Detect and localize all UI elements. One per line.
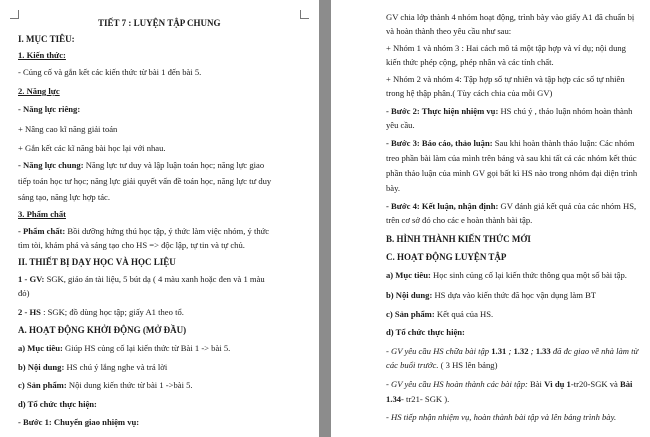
muc-tieu-label: a) Mục tiêu: xyxy=(386,270,431,280)
exercise-ref: -tr20-SGK và xyxy=(570,379,621,389)
to-chuc-label: d) Tổ chức thực hiện: xyxy=(386,327,465,337)
page-gap xyxy=(319,0,331,437)
san-pham-line xyxy=(18,380,193,391)
nang-luc-chung-text: Năng lực tư duy và lập luận toán học; năng lực giao xyxy=(83,160,265,170)
buoc4-line xyxy=(386,201,636,212)
buoc2-text: yêu cầu. xyxy=(386,120,415,130)
kien-thuc-text: - Củng cố và gắn kết các kiến thức từ bài 1 đến bài 5. xyxy=(18,67,202,77)
pham-chat-label: - Phẩm chất: xyxy=(18,226,66,236)
heading-kien-thuc: 1. Kiến thức: xyxy=(18,50,66,60)
gv-line xyxy=(18,274,265,285)
separator-text: ; xyxy=(528,346,536,356)
margin-corner-mark xyxy=(10,10,19,19)
document-page-left xyxy=(0,0,319,437)
nang-luc-item: + Nâng cao kĩ năng giải toán xyxy=(18,124,118,134)
buoc3-label: - Bước 3: Báo cáo, thảo luận: xyxy=(386,138,493,148)
exercise-number: 1.34 xyxy=(386,394,402,404)
hs-tiep-nhan-text: - HS tiếp nhận nhiệm vụ, hoàn thành bài tập và lên bảng trình bày. xyxy=(386,412,617,422)
buoc1-label: - Bước 1: Chuyển giao nhiệm vụ: xyxy=(18,417,140,427)
gv-chua-bai-text: đã đc giao về nhà làm từ xyxy=(550,346,639,356)
section-hinh-thanh: B. HÌNH THÀNH KIẾN THỨC MỚI xyxy=(386,234,531,244)
pham-chat-line xyxy=(18,226,269,237)
lesson-title: TIẾT 7 : LUYỆN TẬP CHUNG xyxy=(98,18,221,28)
gv-yeu-cau-line xyxy=(386,379,632,390)
san-pham-label: c) Sản phẩm: xyxy=(386,309,435,319)
pham-chat-text: tìm tòi, khám phá và sáng tạo cho HS => độc lập, tự tin và tự chủ. xyxy=(18,240,245,250)
gv-text: SGK, giáo án tài liệu, 5 bút dạ ( 4 màu xanh hoặc đen và 1 màu xyxy=(44,274,265,284)
noi-dung-line xyxy=(386,290,596,301)
gv-chua-bai-line xyxy=(386,346,638,357)
bai-word: Bài xyxy=(620,379,633,389)
section-khoi-dong: A. HOẠT ĐỘNG KHỞI ĐỘNG (MỞ ĐẦU) xyxy=(18,325,187,335)
buoc2-text: HS chú ý , thảo luận nhóm hoàn thành xyxy=(498,106,633,116)
nhom-13-text: kiến thức phép cộng, phép nhân và các tính chất. xyxy=(386,57,554,67)
muc-tieu-text: Học sinh củng cố lại kiến thức thông qua một số bài tập. xyxy=(430,270,627,280)
buoc3-text: treo phần bài làm của mình trên bảng và sau khi tất cả các nhóm kết thúc xyxy=(386,153,637,163)
nhom-24-text: trong hệ thập phân.( Tùy cách chia của mỗi GV) xyxy=(386,88,553,98)
muc-tieu-line xyxy=(386,270,627,281)
san-pham-text: Kết quả của HS. xyxy=(434,309,494,319)
section-thiet-bi: II. THIẾT BỊ DẠY HỌC VÀ HỌC LIỆU xyxy=(18,257,176,267)
noi-dung-line xyxy=(18,362,167,373)
gv-chua-bai-text: các buổi trước. xyxy=(386,360,439,370)
nang-luc-chung-text: tiếp toán học tư học; năng lực giải quyết vấn đề toán học, năng lực tư duy xyxy=(18,176,272,186)
buoc4-label: - Bước 4: Kết luận, nhận định: xyxy=(386,201,499,211)
nhom-24-text: + Nhóm 2 và nhóm 4: Tập hợp số tự nhiên và tập hợp các số tự nhiên xyxy=(386,74,625,84)
nang-luc-chung-text: sáng tạo, năng lực hợp tác. xyxy=(18,192,111,202)
gv-chua-bai-text: - GV yêu cầu HS chữa bài tập xyxy=(386,346,492,356)
buoc3-line xyxy=(386,138,634,149)
exercise-number: 1.33 xyxy=(535,346,551,356)
nang-luc-rieng-label: - Năng lực riêng: xyxy=(18,104,81,114)
hs-text: : SGK; đồ dùng học tập; giấy A1 theo tổ. xyxy=(40,307,184,317)
gv-yeu-cau-text: - GV yêu cầu HS hoàn thành các bài tập: xyxy=(386,379,528,389)
muc-tieu-line xyxy=(18,343,230,354)
san-pham-line xyxy=(386,309,493,320)
buoc3-text: phần thảo luận của mình GV gọi bất kì HS nào trong nhóm đại diện trình xyxy=(386,168,638,178)
margin-corner-mark xyxy=(300,10,309,19)
gv-chia-text: GV chia lớp thành 4 nhóm hoạt động, trình bày vào giấy A1 đã chuẩn bị xyxy=(386,12,635,22)
hs-line xyxy=(18,307,184,318)
gv-yeu-cau-line-2 xyxy=(386,394,449,405)
section-muc-tieu: I. MỤC TIÊU: xyxy=(18,34,75,44)
exercise-number: 1.32 xyxy=(513,346,529,356)
bai-word: Bài xyxy=(527,379,545,389)
nang-luc-chung-line xyxy=(18,160,264,171)
san-pham-label: c) Sản phẩm: xyxy=(18,380,67,390)
noi-dung-text: HS dựa vào kiến thức đã học vận dụng làm BT xyxy=(432,290,597,300)
noi-dung-label: b) Nội dung: xyxy=(386,290,433,300)
gv-chua-bai-note: ( 3 HS lên bảng) xyxy=(438,360,498,370)
hs-label: 2 - HS xyxy=(18,307,41,317)
exercise-ref: - tr21- SGK ). xyxy=(401,394,450,404)
gv-text: đỏ) xyxy=(18,288,30,298)
nang-luc-item: + Gắn kết các kĩ năng bài học lại với nhau. xyxy=(18,143,166,153)
buoc2-label: - Bước 2: Thực hiện nhiệm vụ: xyxy=(386,106,499,116)
nang-luc-chung-label: - Năng lực chung: xyxy=(18,160,84,170)
document-page-right xyxy=(331,0,650,437)
nhom-13-text: + Nhóm 1 và nhóm 3 : Hai cách mô tả một tập hợp và ví dụ; nội dung xyxy=(386,43,626,53)
gv-chua-bai-line-2 xyxy=(386,360,497,371)
gv-label: 1 - GV: xyxy=(18,274,45,284)
exercise-number: Vì dụ 1 xyxy=(544,379,571,389)
exercise-number: 1.31 xyxy=(491,346,507,356)
section-luyen-tap: C. HOẠT ĐỘNG LUYỆN TẬP xyxy=(386,252,507,262)
to-chuc-label: d) Tổ chức thực hiện: xyxy=(18,399,97,409)
muc-tieu-label: a) Mục tiêu: xyxy=(18,343,63,353)
buoc3-text: bày. xyxy=(386,183,400,193)
buoc4-text: GV đánh giá kết quả của các nhóm HS, xyxy=(498,201,637,211)
noi-dung-text: HS chú ý lắng nghe và trả lời xyxy=(64,362,168,372)
pham-chat-text: Bồi dưỡng hứng thú học tập, ý thức làm việc nhóm, ý thức xyxy=(65,226,270,236)
noi-dung-label: b) Nội dung: xyxy=(18,362,65,372)
buoc2-line xyxy=(386,106,632,117)
separator-text: ; xyxy=(506,346,514,356)
buoc4-text: trên cơ sở đó cho các e hoàn thành bài tập. xyxy=(386,215,533,225)
muc-tieu-text: Giúp HS củng cố lại kiến thức từ Bài 1 -> bài 5. xyxy=(62,343,231,353)
heading-pham-chat: 3. Phẩm chất xyxy=(18,209,66,219)
san-pham-text: Nội dung kiến thức từ bài 1 ->bài 5. xyxy=(66,380,193,390)
buoc3-text: Sau khi hoàn thành thảo luận: Các nhóm xyxy=(492,138,635,148)
heading-nang-luc: 2. Năng lực xyxy=(18,86,60,96)
gv-chia-text: và hoàn thành theo yêu cầu như sau: xyxy=(386,26,512,36)
